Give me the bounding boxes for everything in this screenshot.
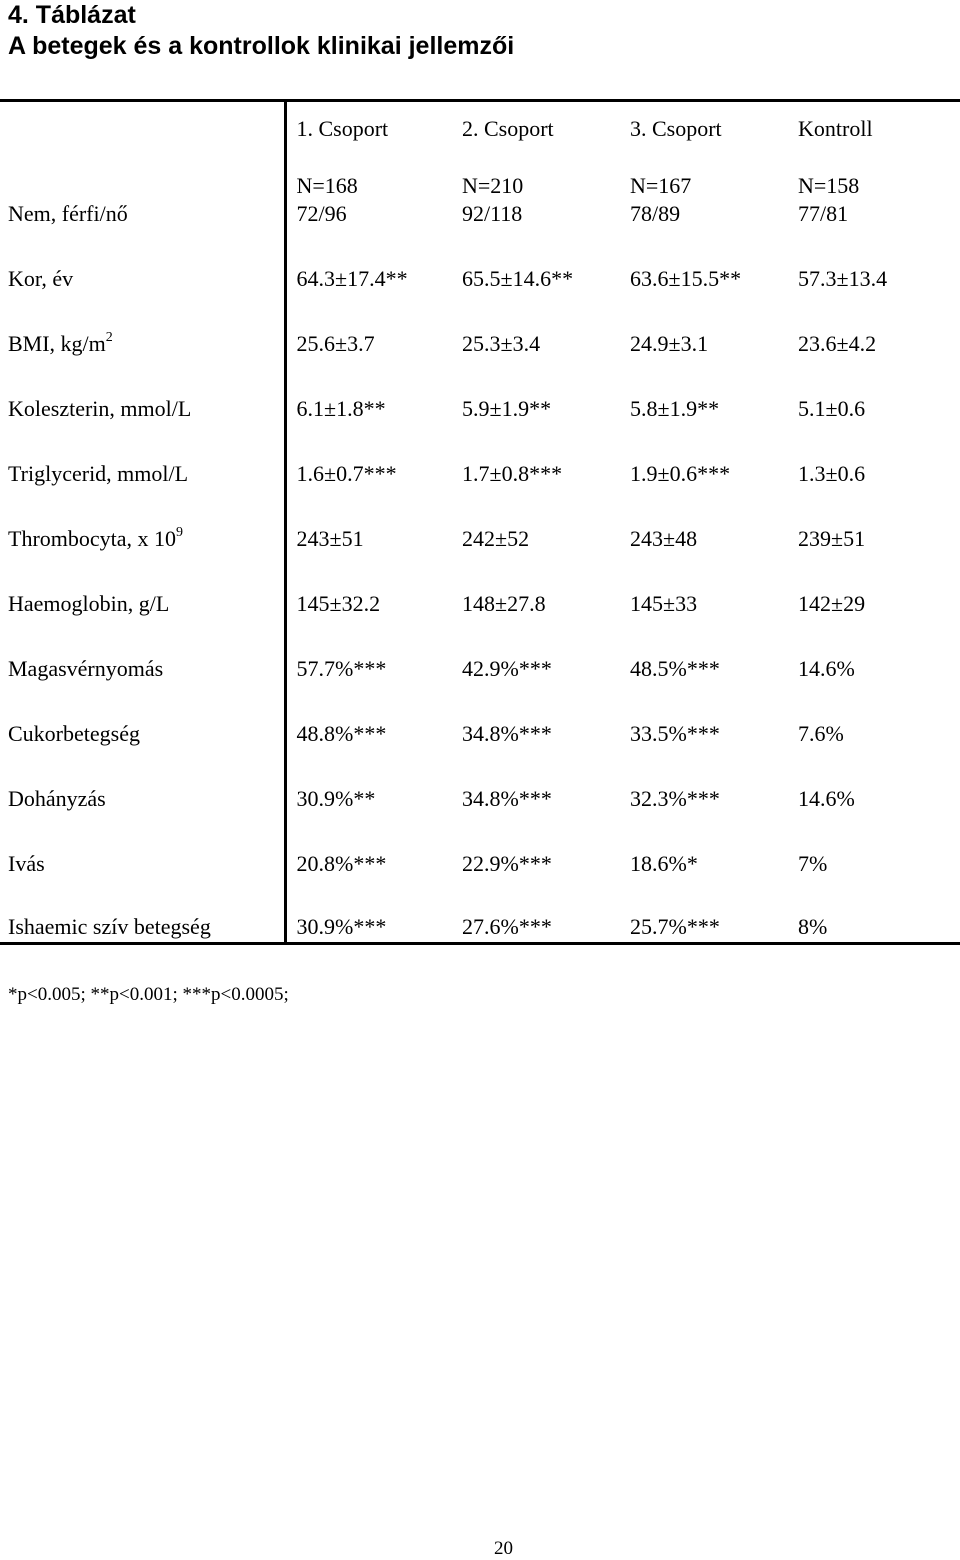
table-row bbox=[0, 357, 960, 422]
value-cell: 34.8%*** bbox=[462, 721, 552, 746]
row-label bbox=[0, 199, 285, 227]
row-label-text: Koleszterin, mmol/L bbox=[8, 396, 192, 421]
value-cell: 8% bbox=[788, 877, 960, 943]
table-number: 4. Táblázat bbox=[8, 1, 136, 29]
value-cell: 142±29 bbox=[798, 591, 866, 616]
value-cell: 18.6%* bbox=[630, 851, 698, 876]
value-cell: 1.7±0.8*** bbox=[462, 461, 563, 486]
value-cell: 24.9±3.1 bbox=[630, 331, 709, 356]
table-row bbox=[0, 422, 960, 487]
row-label bbox=[0, 487, 285, 552]
value-cell: 6.1±1.8** bbox=[285, 357, 452, 422]
page-number: 20 bbox=[494, 1538, 513, 1559]
group-header: 3. Csoport bbox=[620, 101, 788, 143]
header-empty-cell bbox=[0, 101, 285, 143]
table-caption: A betegek és a kontrollok klinikai jellemzői bbox=[8, 32, 515, 60]
value-cell: 25.6±3.7 bbox=[285, 292, 452, 357]
value-cell: 25.7%*** bbox=[620, 877, 788, 943]
table-row bbox=[0, 877, 960, 943]
sample-size-row bbox=[0, 142, 960, 199]
value-cell: 34.8%*** bbox=[462, 786, 552, 811]
row-label bbox=[0, 617, 285, 682]
value-cell: 1.3±0.6 bbox=[798, 461, 866, 486]
row-label bbox=[0, 552, 285, 617]
table-row bbox=[0, 487, 960, 552]
row-label-text: BMI, kg/m bbox=[8, 331, 106, 356]
value-cell: 239±51 bbox=[798, 526, 866, 551]
value-cell: 72/96 bbox=[285, 199, 452, 227]
table-row bbox=[0, 747, 960, 812]
value-cell: 92/118 bbox=[462, 201, 523, 226]
value-cell: 20.8%*** bbox=[285, 812, 452, 877]
value-cell: 7% bbox=[798, 851, 828, 876]
row-label-text: Dohányzás bbox=[8, 786, 106, 811]
value-cell: 243±48 bbox=[630, 526, 698, 551]
clinical-characteristics-table bbox=[0, 99, 960, 945]
row-label-text: Thrombocyta, x 10 bbox=[8, 526, 177, 551]
value-cell: 243±51 bbox=[285, 487, 452, 552]
value-cell: 7.6% bbox=[798, 721, 844, 746]
row-label bbox=[0, 422, 285, 487]
value-cell: 77/81 bbox=[798, 201, 849, 226]
value-cell: 14.6% bbox=[798, 786, 855, 811]
group-header: 2. Csoport bbox=[452, 101, 620, 143]
value-cell: 5.1±0.6 bbox=[798, 396, 866, 421]
row-label-text: Cukorbetegség bbox=[8, 721, 140, 746]
value-cell: 1.6±0.7*** bbox=[285, 422, 452, 487]
value-cell: 57.3±13.4 bbox=[798, 266, 888, 291]
value-cell: 145±33 bbox=[630, 591, 698, 616]
sample-size: N=210 bbox=[462, 173, 524, 198]
value-cell: 30.9%** bbox=[285, 747, 452, 812]
table-row bbox=[0, 682, 960, 747]
value-cell: 5.9±1.9** bbox=[462, 396, 552, 421]
row-label bbox=[0, 227, 285, 292]
sample-size: N=167 bbox=[630, 173, 692, 198]
row-label bbox=[0, 747, 285, 812]
value-cell: 25.3±3.4 bbox=[462, 331, 541, 356]
value-cell: 63.6±15.5** bbox=[630, 266, 742, 291]
value-cell: 65.5±14.6** bbox=[462, 266, 574, 291]
table-row bbox=[0, 617, 960, 682]
value-cell: 48.8%*** bbox=[285, 682, 452, 747]
value-cell: 1.9±0.6*** bbox=[630, 461, 731, 486]
value-cell: 42.9%*** bbox=[462, 656, 552, 681]
value-cell: 145±32.2 bbox=[285, 552, 452, 617]
row-label bbox=[0, 292, 285, 357]
unit-exponent: 9 bbox=[176, 525, 184, 540]
value-cell: 14.6% bbox=[798, 656, 855, 681]
value-cell: 22.9%*** bbox=[462, 851, 552, 876]
group-header: Kontroll bbox=[788, 101, 960, 143]
value-cell: 148±27.8 bbox=[462, 591, 546, 616]
value-cell: 33.5%*** bbox=[630, 721, 720, 746]
value-cell: 30.9%*** bbox=[285, 877, 452, 943]
value-cell: 27.6%*** bbox=[452, 877, 620, 943]
sample-size: N=158 bbox=[798, 173, 860, 198]
row-label bbox=[0, 812, 285, 877]
unit-exponent: 2 bbox=[105, 330, 113, 345]
value-cell: 48.5%*** bbox=[630, 656, 720, 681]
significance-footnote: *p<0.005; **p<0.001; ***p<0.0005; bbox=[8, 984, 289, 1005]
value-cell: 5.8±1.9** bbox=[630, 396, 720, 421]
value-cell: 57.7%*** bbox=[285, 617, 452, 682]
row-label-text: Haemoglobin, g/L bbox=[8, 591, 170, 616]
row-label-text: Triglycerid, mmol/L bbox=[8, 461, 189, 486]
row-label bbox=[0, 877, 285, 943]
table-row bbox=[0, 552, 960, 617]
value-cell: 64.3±17.4** bbox=[285, 227, 452, 292]
value-cell: 242±52 bbox=[462, 526, 530, 551]
row-label bbox=[0, 357, 285, 422]
row-label-text: Kor, év bbox=[8, 266, 74, 291]
table-row bbox=[0, 292, 960, 357]
table-row bbox=[0, 199, 960, 227]
value-cell: 32.3%*** bbox=[630, 786, 720, 811]
value-cell: 78/89 bbox=[630, 201, 681, 226]
group-header-row bbox=[0, 101, 960, 143]
table-row bbox=[0, 812, 960, 877]
sample-size-empty-cell bbox=[0, 142, 285, 199]
row-label bbox=[0, 682, 285, 747]
row-label-text: Nem, férfi/nő bbox=[8, 201, 128, 226]
table-title-block bbox=[8, 0, 514, 62]
row-label-text: Magasvérnyomás bbox=[8, 656, 164, 681]
row-label-text: Ishaemic szív betegség bbox=[8, 914, 211, 939]
group-header: 1. Csoport bbox=[285, 101, 452, 143]
table-row bbox=[0, 227, 960, 292]
row-label-text: Ivás bbox=[8, 851, 45, 876]
value-cell: 23.6±4.2 bbox=[798, 331, 877, 356]
sample-size: N=168 bbox=[285, 142, 452, 199]
